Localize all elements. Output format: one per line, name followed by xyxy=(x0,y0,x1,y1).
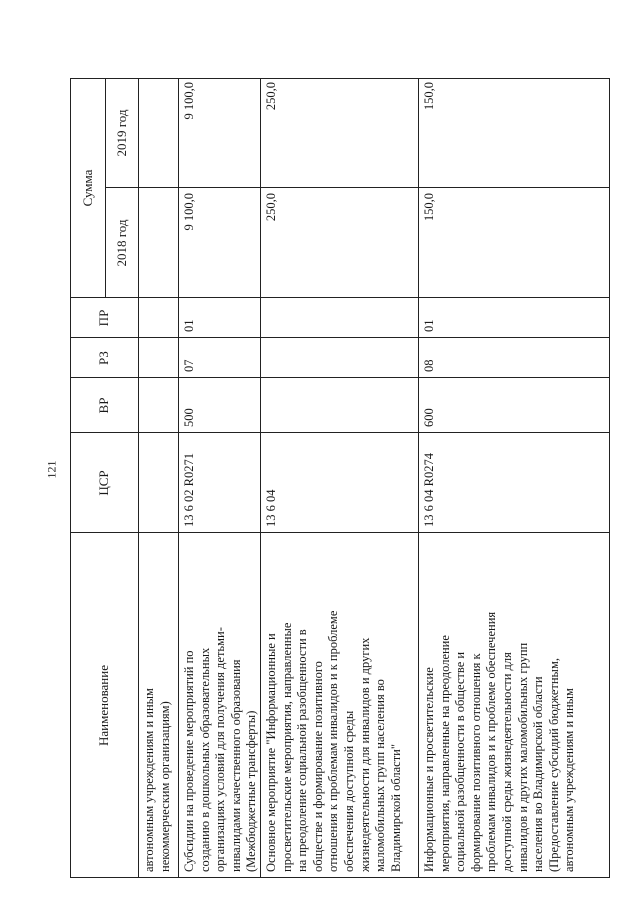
row-2018: 150,0 xyxy=(422,193,436,222)
row-name: Основное мероприятие "Информационные и просветительские мероприятия, направленные на преодоление социальной разобщенности в обществе и формирование позитивного отношения к проблемам инвалидов и к проблеме обеспечения доступной среды жизнедеятельности для инвалидов и других маломобильных групп населения во Владимирской области" xyxy=(264,610,403,872)
row-rz: 07 xyxy=(182,359,196,372)
col-header-2019: 2019 год xyxy=(114,109,129,157)
row-vr: 600 xyxy=(422,408,436,427)
summa-divider xyxy=(105,78,106,298)
col-header-csr: ЦСР xyxy=(96,470,111,496)
row-2018: 250,0 xyxy=(264,193,278,222)
row-name: Субсидии на проведение мероприятий по созданию в дошкольных образовательных организациях условий для получения детьми- инвалидами качественного образования (Межбюджетные трансферты) xyxy=(182,627,259,872)
row-2019: 9 100,0 xyxy=(182,82,196,120)
row-pr: 01 xyxy=(422,319,436,332)
row-2019: 250,0 xyxy=(264,82,278,111)
row-name: Информационные и просветительские мероприятия, направленные на преодоление социальной разобщенности в обществе и формирование позитивного отношения к проблемам инвалидов и к проблеме обеспечения доступной среды жизнедеятельности для инвалидов и других маломобильных групп населения во Владимирской области (Предоставление субсидий бюджетным, автономным учреждениям и иным xyxy=(422,611,577,872)
col-header-2018: 2018 год xyxy=(114,219,129,267)
col-divider xyxy=(70,297,610,298)
col-header-vr: ВР xyxy=(96,397,111,414)
row-csr: 13 6 04 xyxy=(264,489,278,527)
row-divider xyxy=(418,78,419,878)
row-divider xyxy=(178,78,179,878)
row-2019: 150,0 xyxy=(422,82,436,111)
col-header-name: Наименование xyxy=(96,665,111,746)
col-header-pr: ПР xyxy=(96,309,111,327)
row-2018: 9 100,0 xyxy=(182,193,196,231)
col-header-summa: Сумма xyxy=(80,169,95,207)
row-divider xyxy=(260,78,261,878)
row-pr: 01 xyxy=(182,319,196,332)
row-name: автономным учреждениям и иным некоммерческим организациям) xyxy=(142,688,172,872)
col-divider xyxy=(105,187,610,188)
col-divider xyxy=(70,532,610,533)
row-csr: 13 6 04 R0274 xyxy=(422,453,436,527)
col-divider xyxy=(70,432,610,433)
budget-table xyxy=(70,78,610,878)
col-divider xyxy=(70,377,610,378)
row-vr: 500 xyxy=(182,408,196,427)
page-number: 121 xyxy=(44,460,59,479)
row-rz: 08 xyxy=(422,359,436,372)
row-csr: 13 6 02 R0271 xyxy=(182,453,196,527)
header-divider xyxy=(138,78,139,878)
col-divider xyxy=(70,337,610,338)
col-header-rz: РЗ xyxy=(96,351,111,365)
